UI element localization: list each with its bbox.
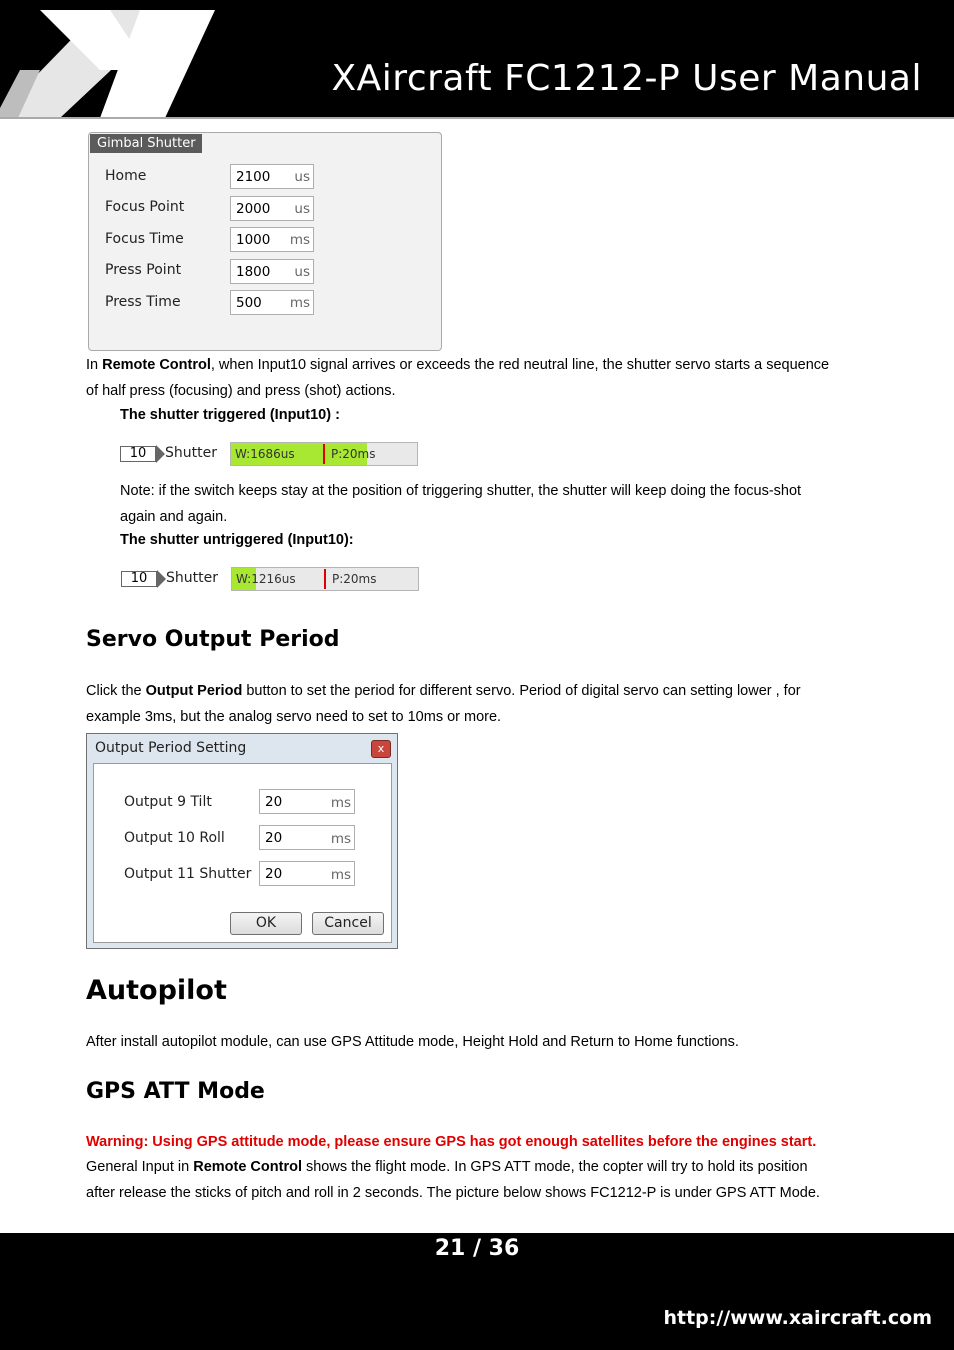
press-point-unit: us bbox=[294, 264, 310, 280]
focus-point-label: Focus Point bbox=[105, 199, 185, 215]
para1-bold: Remote Control bbox=[102, 357, 211, 373]
arrow-icon bbox=[157, 570, 166, 588]
focus-time-label: Focus Time bbox=[105, 231, 184, 247]
neutral-line bbox=[323, 444, 325, 464]
output9-value: 20 bbox=[265, 794, 283, 810]
focus-point-value: 2000 bbox=[236, 201, 271, 217]
note-line1: Note: if the switch keeps stay at the position of triggering shutter, the shutter will keep doing the focus-shot bbox=[120, 483, 802, 499]
focus-point-unit: us bbox=[294, 201, 310, 217]
triggered-channel-number: 10 bbox=[120, 446, 156, 462]
servo-output-heading: Servo Output Period bbox=[86, 627, 340, 652]
para1-pre: In bbox=[86, 357, 103, 373]
page-number: 21 / 36 bbox=[434, 1236, 520, 1261]
untriggered-shutter-label: Shutter bbox=[166, 570, 218, 586]
note-paragraph bbox=[120, 479, 801, 530]
note-line2: again and again. bbox=[120, 508, 228, 525]
servo-pre: Click the bbox=[86, 683, 146, 699]
remote-control-paragraph bbox=[86, 353, 829, 404]
output11-unit: ms bbox=[330, 867, 351, 883]
autopilot-paragraph: After install autopilot module, can use GPS Attitude mode, Height Hold and Return to Home functions. bbox=[86, 1034, 739, 1050]
triggered-shutter-label: Shutter bbox=[165, 445, 217, 461]
output9-label: Output 9 Tilt bbox=[124, 794, 212, 810]
output9-unit: ms bbox=[330, 795, 351, 811]
triggered-period-readout: P:20ms bbox=[331, 447, 376, 461]
gps-pre: General Input in bbox=[86, 1159, 194, 1175]
focus-time-unit: ms bbox=[289, 232, 310, 248]
ok-button[interactable]: OK bbox=[230, 912, 302, 935]
output10-input[interactable] bbox=[259, 825, 355, 850]
autopilot-heading: Autopilot bbox=[86, 975, 227, 1006]
output11-label: Output 11 Shutter bbox=[124, 866, 252, 882]
untriggered-signal-bar bbox=[231, 567, 419, 591]
output11-input[interactable] bbox=[259, 861, 355, 886]
home-value: 2100 bbox=[236, 169, 271, 185]
cancel-button[interactable]: Cancel bbox=[312, 912, 384, 935]
gps-line2: after release the sticks of pitch and roll in 2 seconds. The picture below shows FC1212-P is under GPS ATT Mode. bbox=[86, 1184, 820, 1201]
gps-bold: Remote Control bbox=[193, 1159, 302, 1175]
arrow-icon bbox=[156, 445, 165, 463]
press-time-value: 500 bbox=[236, 295, 262, 311]
output9-input[interactable] bbox=[259, 789, 355, 814]
focus-time-input[interactable] bbox=[230, 227, 314, 252]
focus-point-input[interactable] bbox=[230, 196, 314, 221]
triggered-signal-bar bbox=[230, 442, 418, 466]
triggered-width-readout: W:1686us bbox=[235, 447, 295, 461]
output11-value: 20 bbox=[265, 866, 283, 882]
press-time-input[interactable] bbox=[230, 290, 314, 315]
home-label: Home bbox=[105, 168, 147, 184]
neutral-line bbox=[324, 569, 326, 589]
untriggered-width-readout: W:1216us bbox=[236, 572, 296, 586]
gps-att-paragraph bbox=[86, 1155, 820, 1206]
untriggered-channel-number: 10 bbox=[121, 571, 157, 587]
header-divider bbox=[0, 117, 954, 119]
output10-value: 20 bbox=[265, 830, 283, 846]
footer-url: http://www.xaircraft.com bbox=[663, 1307, 932, 1329]
untriggered-period-readout: P:20ms bbox=[332, 572, 377, 586]
untriggered-heading: The shutter untriggered (Input10): bbox=[120, 532, 354, 548]
home-input[interactable] bbox=[230, 164, 314, 189]
focus-time-value: 1000 bbox=[236, 232, 271, 248]
servo-output-paragraph bbox=[86, 679, 801, 730]
press-time-label: Press Time bbox=[105, 294, 181, 310]
servo-line2: example 3ms, but the analog servo need to set to 10ms or more. bbox=[86, 708, 502, 725]
gimbal-shutter-title: Gimbal Shutter bbox=[90, 134, 202, 153]
triggered-shutter-row bbox=[120, 441, 420, 469]
gps-warning: Warning: Using GPS attitude mode, please ensure GPS has got enough satellites before the engines start. bbox=[86, 1134, 817, 1150]
para1-line2: of half press (focusing) and press (shot) actions. bbox=[86, 382, 396, 399]
close-icon: x bbox=[377, 742, 385, 755]
servo-line1: button to set the period for different servo. Period of digital servo can setting lower , for bbox=[242, 683, 801, 699]
press-point-label: Press Point bbox=[105, 262, 182, 278]
untriggered-shutter-row bbox=[121, 566, 421, 594]
para1-line1: , when Input10 signal arrives or exceeds the red neutral line, the shutter servo starts a sequence bbox=[210, 357, 830, 373]
servo-bold: Output Period bbox=[145, 683, 243, 699]
triggered-heading: The shutter triggered (Input10) : bbox=[120, 407, 340, 423]
gps-att-heading: GPS ATT Mode bbox=[86, 1079, 265, 1104]
page-header bbox=[0, 0, 954, 118]
gps-line1: shows the flight mode. In GPS ATT mode, the copter will try to hold its position bbox=[301, 1159, 808, 1175]
close-button[interactable] bbox=[371, 740, 391, 758]
output10-unit: ms bbox=[330, 831, 351, 847]
xaircraft-logo bbox=[0, 0, 230, 118]
manual-title: XAircraft FC1212-P User Manual bbox=[331, 58, 922, 99]
output10-label: Output 10 Roll bbox=[124, 830, 225, 846]
press-point-input[interactable] bbox=[230, 259, 314, 284]
press-time-unit: ms bbox=[289, 295, 310, 311]
dialog-title: Output Period Setting bbox=[95, 740, 247, 756]
home-unit: us bbox=[294, 169, 310, 185]
press-point-value: 1800 bbox=[236, 264, 271, 280]
